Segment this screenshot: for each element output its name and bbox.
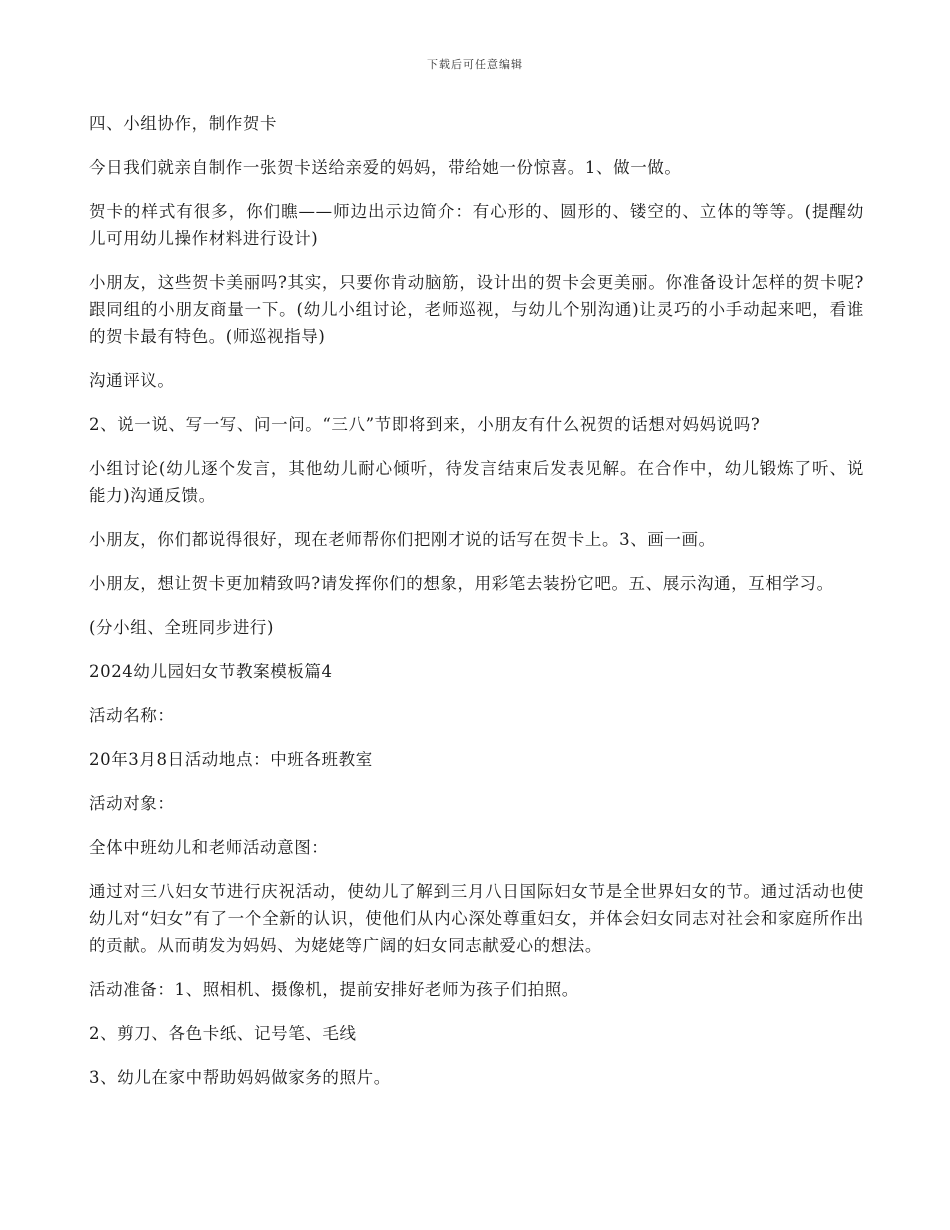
- paragraph: 贺卡的样式有很多，你们瞧——师边出示边简介：有心形的、圆形的、镂空的、立体的等等。(提醒幼儿可用幼儿操作材料进行设计): [89, 202, 864, 248]
- section-heading-group-collaboration: 四、小组协作，制作贺卡: [89, 114, 278, 133]
- paragraph: 通过对三八妇女节进行庆祝活动，使幼儿了解到三月八日国际妇女节是全世界妇女的节。通过活动也使幼儿对“妇女”有了一个全新的认识，使他们从内心深处尊重妇女，并体会妇女同志对社会和家庭所作出的贡献。从而萌发为妈妈、为姥姥等广阔的妇女同志献爱心的想法。: [89, 882, 864, 955]
- paragraph: 3、幼儿在家中帮助妈妈做家务的照片。: [89, 1068, 391, 1087]
- paragraph: (分小组、全班同步进行): [89, 618, 275, 637]
- document-body: [89, 110, 864, 1108]
- paragraph: 今日我们就亲自制作一张贺卡送给亲爱的妈妈，带给她一份惊喜。1、做一做。: [89, 158, 682, 177]
- paragraph: 小朋友，你们都说得很好，现在老师帮你们把刚才说的话写在贺卡上。3、画一画。: [89, 530, 716, 549]
- paragraph: 小朋友，想让贺卡更加精致吗?请发挥你们的想象，用彩笔去装扮它吧。五、展示沟通，互相学习。: [89, 574, 834, 593]
- page-header: 下载后可任意编辑: [427, 58, 523, 71]
- paragraph: 20年3月8日活动地点：中班各班教室: [89, 750, 373, 769]
- paragraph: 2、剪刀、各色卡纸、记号笔、毛线: [89, 1024, 357, 1043]
- paragraph: 小组讨论(幼儿逐个发言，其他幼儿耐心倾听，待发言结束后发表见解。在合作中，幼儿锻炼了听、说能力)沟通反馈。: [89, 459, 864, 505]
- section-title-lesson-plan-4: 2024幼儿园妇女节教案模板篇4: [89, 662, 333, 681]
- paragraph: 2、说一说、写一写、问一问。“三八”节即将到来，小朋友有什么祝贺的话想对妈妈说吗?: [89, 415, 761, 434]
- paragraph: 沟通评议。: [89, 371, 175, 390]
- paragraph: 活动名称：: [89, 706, 175, 725]
- paragraph: 活动准备：1、照相机、摄像机，提前安排好老师为孩子们拍照。: [89, 980, 579, 999]
- paragraph: 活动对象：: [89, 794, 175, 813]
- paragraph: 小朋友，这些贺卡美丽吗?其实，只要你肯动脑筋，设计出的贺卡会更美丽。你准备设计怎样的贺卡呢?跟同组的小朋友商量一下。(幼儿小组讨论，老师巡视，与幼儿个别沟通)让灵巧的小手动起来吧，看谁的贺卡最有特色。(师巡视指导): [89, 273, 864, 346]
- paragraph: 全体中班幼儿和老师活动意图：: [89, 838, 329, 857]
